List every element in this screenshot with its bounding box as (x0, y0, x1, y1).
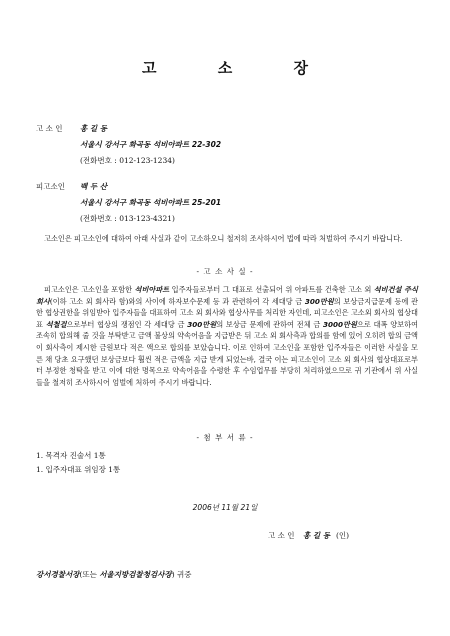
recipient-line (36, 570, 192, 580)
accused-address: 서울시 강서구 화곡동 석비아파트 25-201 (80, 198, 222, 207)
complainant-label: 고 소 인 (36, 124, 63, 133)
signature-seal: (인) (336, 531, 350, 540)
recipient-rest: (또는 (79, 570, 100, 579)
intro-paragraph: 고소인은 피고소인에 대하여 아래 사실과 같이 고소하오니 철저히 조사하시어 법에 따라 처벌하여 주시기 바랍니다. (44, 234, 403, 243)
facts-heading: - 고 소 사 실 - (196, 267, 254, 276)
facts-handwritten-segment: 3000만원 (323, 319, 357, 329)
complainant-name: 홍 길 동 (80, 124, 107, 133)
signature-name: 홍 길 동 (303, 531, 330, 540)
complainant-address: 서울시 강서구 화곡동 석비아파트 22-302 (80, 140, 222, 149)
recipient-office: 강서경찰서장 (36, 570, 80, 579)
facts-handwritten-segment: 300만원 (187, 319, 217, 329)
facts-handwritten-segment: 석철걸 (45, 319, 67, 329)
attachments-list (36, 449, 120, 477)
recipient-end: ) 귀중 (171, 570, 192, 579)
facts-handwritten-segment: 석비건설 주식회사 (36, 285, 418, 306)
attachment-item: 1. 목격자 진술서 1통 (36, 451, 106, 460)
accused-label: 피고소인 (36, 182, 65, 191)
facts-handwritten-segment: 석비아파트 (134, 285, 170, 294)
facts-handwritten-segment: 300만원 (304, 296, 334, 306)
facts-text-segment: 피고소인은 고소인을 포함한 (44, 285, 135, 294)
document-title: 고 소 장 (142, 59, 336, 77)
attachments-heading: - 첨 부 서 류 - (196, 433, 254, 442)
attachment-item: 1. 입주자대표 위임장 1통 (36, 465, 121, 474)
accused-phone: (전화번호 : 013-123-4321) (80, 214, 175, 223)
facts-text-segment: (이하 고소 외 회사라 함)와의 사이에 하자보수문제 등 과 관련하여 각 세대당 금 (49, 296, 305, 306)
facts-text-segment: 으로 대폭 양보하여 조속히 합의해 줄 것을 부탁받고 금액 불상의 약속어음을 지급받은 뒤 고소 외 회사측과 합의를 함에 있어 오히려 합의 금액이 회사측이 제시한 금원보다 적은 액으로 합의를 보았습니다. 이로 인하여 고소인을 포함한 입주자들은 이러한 사실을 모른 채 당초 요구했던 보상금보다 훨씬 적은 금액을 지급 받게 되었는바, 결국 이는 피고소인이 고소 외 회사의 협상대표로부터 부정한 청탁을 받고 이에 대한 명목으로 약속어음을 수령한 후 수임업무를 부당히 처리하였으므로 귀 기관에서 위 사실들을 철저히 조사하시어 엄벌에 처하여 주시기 바랍니다. (36, 319, 419, 387)
facts-paragraph (36, 284, 418, 388)
facts-text-segment: 의 보상금지급문제 등에 관한 협상권한을 위임받아 입주자들을 대표하여 고소 외 회사와 협상사무를 처리한 자인데, 피고소인은 고소외 회사의 협상대표 (36, 296, 418, 329)
accused-name: 백 두 산 (80, 182, 107, 191)
recipient-alt: 서울지방검찰청검사장 (99, 570, 172, 579)
facts-text-segment: 의 보상금 문제에 관하여 전체 금 (216, 319, 324, 329)
facts-text-segment: 으로부터 협상의 쟁점인 각 세대당 금 (66, 319, 188, 329)
document-date: 2006년 11월 21일 (192, 503, 258, 512)
signature-label: 고 소 인 (268, 531, 295, 540)
complainant-phone: (전화번호 : 012-123-1234) (80, 156, 175, 165)
facts-text-segment: 입주자들로부터 그 대표로 선출되어 위 아파트를 건축한 고소 외 (169, 285, 374, 294)
